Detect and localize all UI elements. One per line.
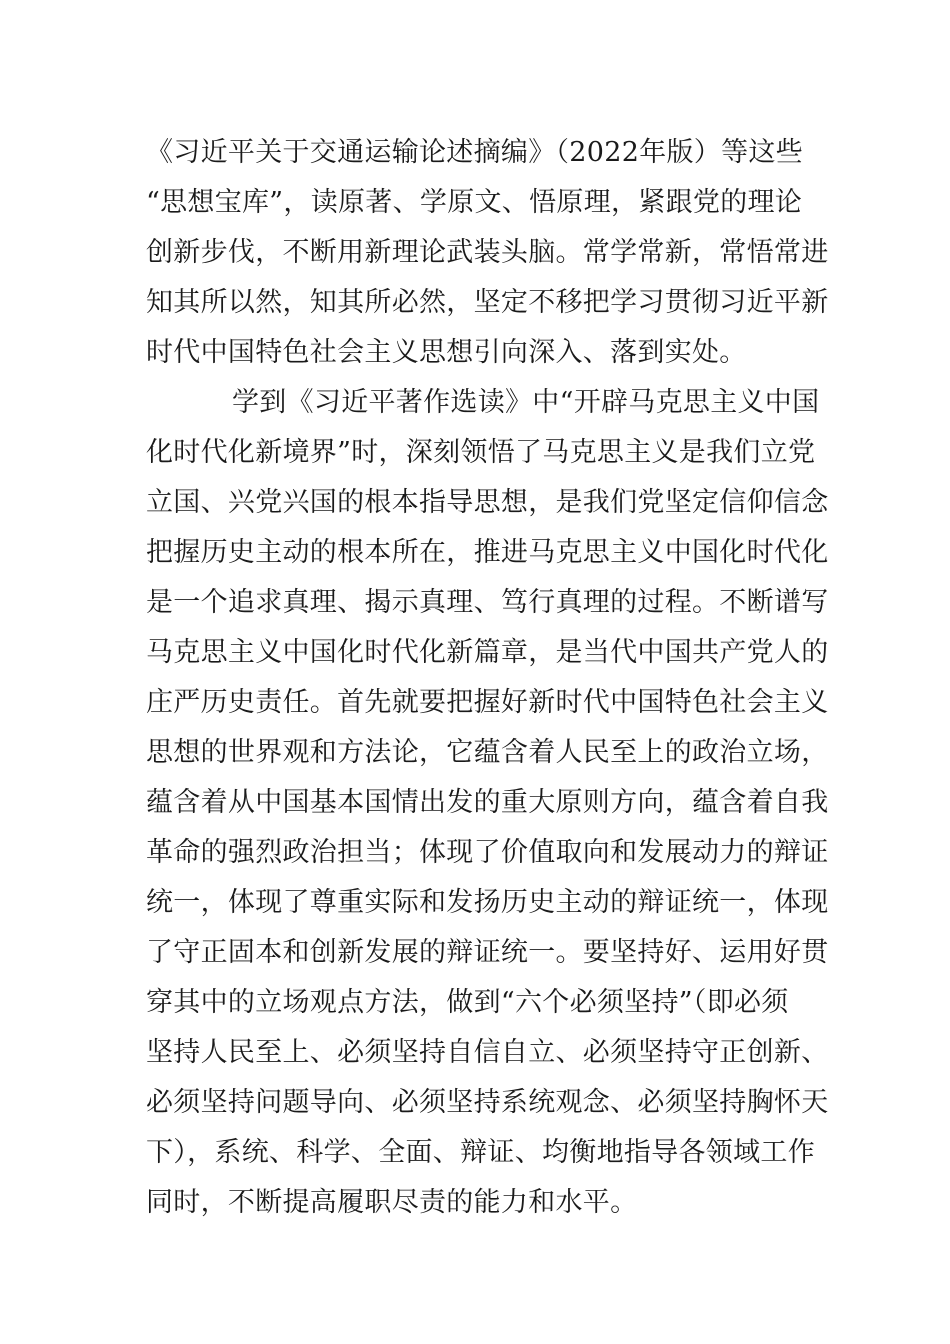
text-line: 庄严历史责任。首先就要把握好新时代中国特色社会主义	[146, 687, 829, 718]
text-line: 是一个追求真理、揭示真理、笃行真理的过程。不断谱写	[146, 587, 829, 618]
text-line: 穿其中的立场观点方法，做到“六个必须坚持”（即必须	[146, 987, 789, 1018]
text-line: 化时代化新境界”时，深刻领悟了马克思主义是我们立党	[146, 437, 816, 468]
text-line: 坚持人民至上、必须坚持自信自立、必须坚持守正创新、	[146, 1037, 829, 1068]
text-line: 下），系统、科学、全面、辩证、均衡地指导各领域工作	[146, 1137, 815, 1168]
text-line: 蕴含着从中国基本国情出发的重大原则方向，蕴含着自我	[146, 787, 829, 818]
text-line: 《习近平关于交通运输论述摘编》（2022年版）等这些	[146, 137, 804, 168]
text-line: 同时，不断提高履职尽责的能力和水平。	[146, 1187, 638, 1218]
text-line: 把握历史主动的根本所在，推进马克思主义中国化时代化	[146, 537, 829, 568]
text-line: 必须坚持问题导向、必须坚持系统观念、必须坚持胸怀天	[146, 1087, 829, 1118]
paragraph-2	[146, 378, 829, 1228]
paragraph-1	[146, 128, 829, 378]
text-line: 革命的强烈政治担当；体现了价值取向和发展动力的辩证	[146, 837, 829, 868]
text-line: 统一，体现了尊重实际和发扬历史主动的辩证统一，体现	[146, 887, 829, 918]
text-line: 立国、兴党兴国的根本指导思想，是我们党坚定信仰信念	[146, 487, 829, 518]
text-line: 马克思主义中国化时代化新篇章，是当代中国共产党人的	[146, 637, 829, 668]
text-line: 创新步伐，不断用新理论武装头脑。常学常新，常悟常进	[146, 237, 829, 268]
text-line: 知其所以然，知其所必然，坚定不移把学习贯彻习近平新	[146, 287, 829, 318]
document-body	[146, 128, 829, 1228]
text-line-indented: 学到《习近平著作选读》中“开辟马克思主义中国	[232, 387, 820, 418]
text-line: “思想宝库”，读原著、学原文、悟原理，紧跟党的理论	[146, 187, 803, 218]
text-line: 了守正固本和创新发展的辩证统一。要坚持好、运用好贯	[146, 937, 829, 968]
text-line: 思想的世界观和方法论，它蕴含着人民至上的政治立场，	[146, 737, 829, 768]
text-line: 时代中国特色社会主义思想引向深入、落到实处。	[146, 337, 747, 368]
